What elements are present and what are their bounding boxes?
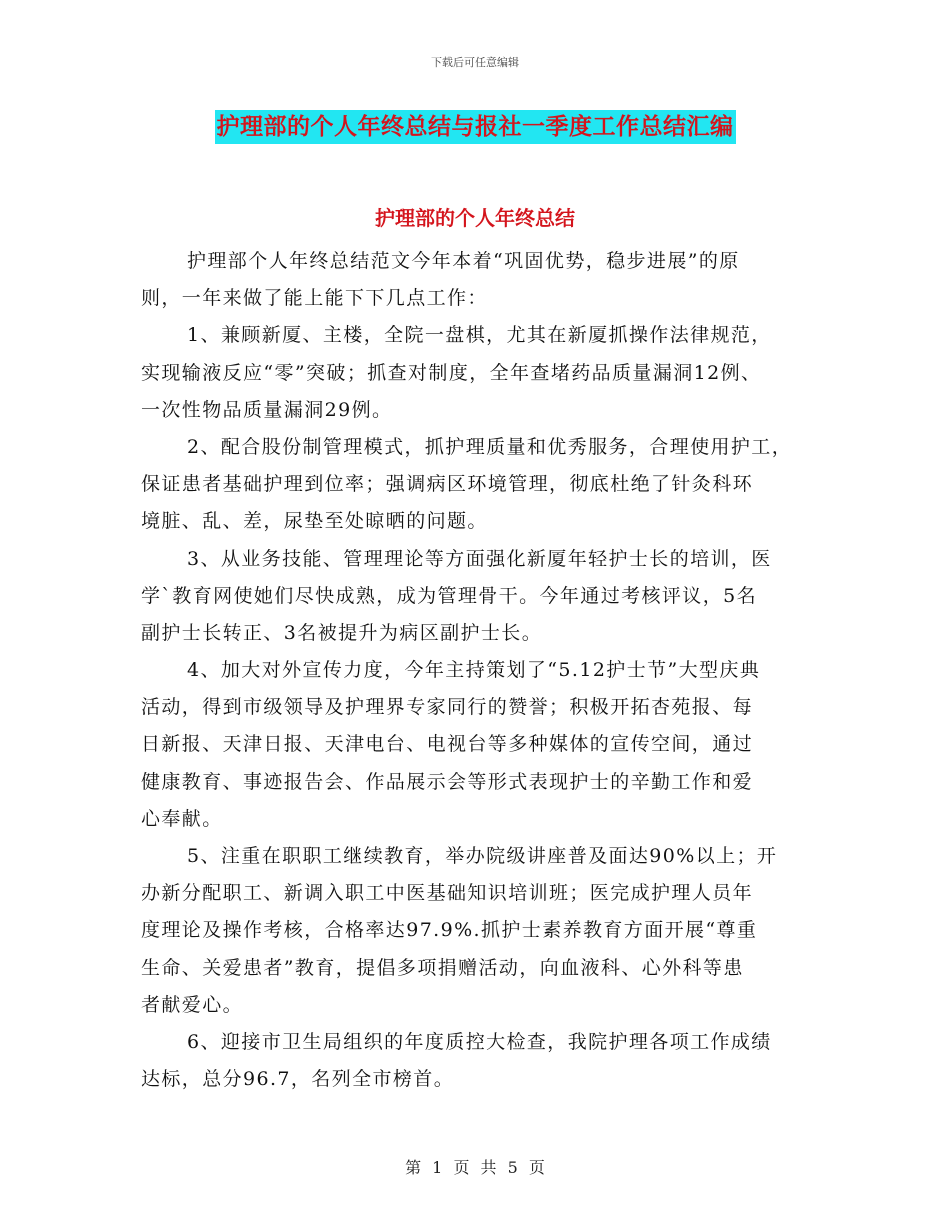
body-line: 办新分配职工、新调入职工中医基础知识培训班；医完成护理人员年 [141,882,754,905]
body-line: 心奉献。 [141,807,223,830]
body-line: 6、迎接市卫生局组织的年度质控大检查，我院护理各项工作成绩 [187,1030,772,1053]
body-line: 者献爱心。 [141,993,244,1016]
body-line: 4、加大对外宣传力度，今年主持策划了“5.12护士节”大型庆典 [187,659,761,682]
body-line: 生命、关爱患者”教育，提倡多项捐赠活动，向血液科、心外科等患 [141,956,744,979]
section-title: 护理部的个人年终总结 [375,206,575,230]
page-number: 第 1 页 共 5 页 [405,1158,545,1177]
body-line: 保证患者基础护理到位率；强调病区环境管理，彻底杜绝了针灸科环 [141,473,754,496]
body-line: 活动，得到市级领导及护理界专家同行的赞誉；积极开拓杏苑报、每 [141,696,754,719]
document-body [141,243,821,1098]
body-line: 境脏、乱、差，尿垫至处晾晒的问题。 [141,510,488,533]
body-line: 度理论及操作考核，合格率达97.9%.抓护士素养教育方面开展“尊重 [141,919,758,942]
body-line: 副护士长转正、3名被提升为病区副护士长。 [141,621,543,644]
body-line: 实现输液反应“零”突破；抓查对制度，全年查堵药品质量漏洞12例、 [141,361,762,384]
body-line: 2、配合股份制管理模式，抓护理质量和优秀服务，合理使用护工， [187,435,793,458]
body-line: 一次性物品质量漏洞29例。 [141,398,393,421]
body-line: 健康教育、事迹报告会、作品展示会等形式表现护士的辛勤工作和爱 [141,770,754,793]
body-line: 护理部个人年终总结范文今年本着“巩固优势，稳步进展”的原 [187,250,740,272]
document-title: 护理部的个人年终总结与报社一季度工作总结汇编 [215,110,736,144]
body-line: 日新报、天津日报、天津电台、电视台等多种媒体的宣传空间，通过 [141,733,754,756]
header-note: 下载后可任意编辑 [431,56,519,69]
body-line: 学`教育网使她们尽快成熟，成为管理骨干。今年通过考核评议，5名 [141,584,757,607]
body-line: 5、注重在职职工继续教育，举办院级讲座普及面达90%以上；开 [187,845,778,867]
body-line: 1、兼顾新厦、主楼，全院一盘棋，尤其在新厦抓操作法律规范， [187,324,772,347]
body-line: 则，一年来做了能上能下下几点工作： [141,287,488,310]
body-line: 达标，总分96.7，名列全市榜首。 [141,1068,455,1091]
body-line: 3、从业务技能、管理理论等方面强化新厦年轻护士长的培训，医 [187,547,772,570]
document-title-container [0,110,950,144]
